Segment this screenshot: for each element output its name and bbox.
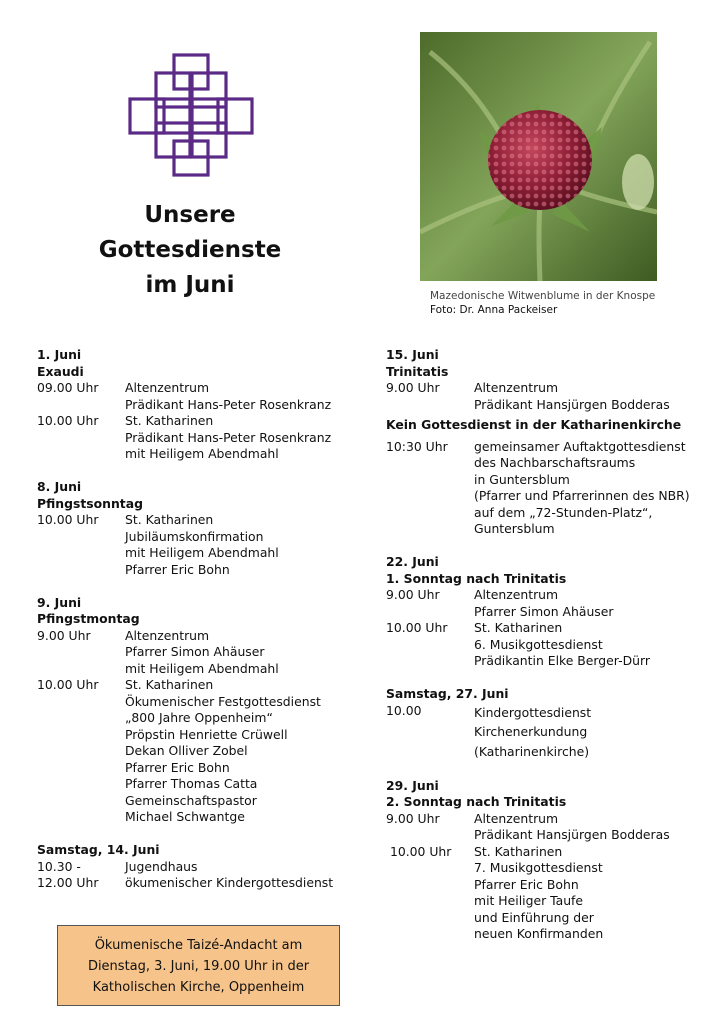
section-date: 9. Juni bbox=[37, 594, 82, 610]
photo-credit: Foto: Dr. Anna Packeiser bbox=[430, 304, 558, 316]
section-date: Samstag, 14. Juni bbox=[37, 842, 160, 857]
service-line: Altenzentrum bbox=[474, 380, 559, 395]
service-line: Michael Schwantge bbox=[125, 809, 245, 824]
page-title bbox=[80, 198, 300, 303]
service-line: Jugendhaus bbox=[125, 858, 198, 874]
schedule-section bbox=[386, 778, 704, 943]
service-line: Kirchenerkundung bbox=[474, 724, 588, 739]
schedule-right-column bbox=[386, 347, 704, 959]
service-line: Pfarrer Simon Ahäuser bbox=[474, 603, 614, 619]
service-line: Prädikant Hansjürgen Bodderas bbox=[474, 827, 670, 842]
section-day-name: Pfingstsonntag bbox=[37, 495, 143, 511]
service-line: mit Heiligem Abendmahl bbox=[125, 446, 279, 461]
service-entry bbox=[386, 380, 704, 413]
service-time: 9.00 Uhr bbox=[37, 627, 91, 643]
section-date: 15. Juni bbox=[386, 347, 439, 362]
service-line: Altenzentrum bbox=[474, 810, 559, 826]
service-line: Altenzentrum bbox=[474, 587, 559, 602]
schedule-section bbox=[37, 595, 357, 826]
schedule-section bbox=[37, 347, 357, 463]
flower-photo bbox=[420, 32, 657, 281]
schedule-section bbox=[386, 554, 704, 670]
service-line: Pfarrer Simon Ahäuser bbox=[125, 644, 265, 659]
service-line: und Einführung der bbox=[474, 909, 594, 925]
section-day-name: 2. Sonntag nach Trinitatis bbox=[386, 794, 567, 809]
service-line: (Katharinenkirche) bbox=[474, 743, 590, 759]
service-line: Jubiläumskonfirmation bbox=[125, 528, 264, 544]
service-entry bbox=[386, 587, 704, 620]
service-line: 7. Musikgottesdienst bbox=[474, 860, 603, 875]
service-entry bbox=[386, 620, 704, 670]
notice-line: Ökumenische Taizé-Andacht am bbox=[94, 938, 303, 953]
section-date: 22. Juni bbox=[386, 554, 439, 569]
service-line: mit Heiligem Abendmahl bbox=[125, 660, 279, 676]
service-line: Altenzentrum bbox=[125, 380, 210, 395]
service-line: (Pfarrer und Pfarrerinnen des NBR) bbox=[474, 488, 690, 503]
taize-notice-box bbox=[57, 925, 340, 1006]
service-time: 10.00 Uhr bbox=[37, 512, 99, 527]
photo-caption bbox=[430, 289, 655, 317]
service-line: Kindergottesdienst bbox=[474, 704, 592, 720]
title-line: im Juni bbox=[145, 272, 235, 298]
service-line: Prädikant Hans-Peter Rosenkranz bbox=[125, 396, 332, 412]
service-line: St. Katharinen bbox=[125, 677, 214, 692]
service-line: Pfarrer Eric Bohn bbox=[474, 876, 579, 892]
section-day-name: Pfingstmontag bbox=[37, 611, 140, 626]
notice-line: Dienstag, 3. Juni, 19.00 Uhr in der bbox=[87, 959, 310, 974]
service-time: 10.30 - bbox=[37, 858, 81, 874]
service-time: 10.00 Uhr bbox=[386, 843, 452, 859]
service-time: 10.00 Uhr bbox=[37, 413, 99, 428]
service-line: St. Katharinen bbox=[474, 843, 563, 859]
service-time: 12.00 Uhr bbox=[37, 875, 99, 890]
section-day-name: Trinitatis bbox=[386, 363, 449, 379]
service-line: Prädikant Hansjürgen Bodderas bbox=[474, 396, 670, 412]
service-entry bbox=[37, 859, 357, 876]
service-entry bbox=[37, 413, 357, 463]
service-entry bbox=[386, 811, 704, 844]
service-entry bbox=[37, 380, 357, 413]
service-time: 9.00 Uhr bbox=[386, 810, 440, 826]
service-line: gemeinsamer Auftaktgottesdienst bbox=[474, 438, 686, 454]
service-line: Gemeinschaftspastor bbox=[125, 792, 257, 808]
service-entry bbox=[37, 512, 357, 578]
service-line: Prädikant Hans-Peter Rosenkranz bbox=[125, 429, 332, 445]
service-entry bbox=[386, 703, 704, 762]
service-time: 9.00 Uhr bbox=[386, 380, 440, 395]
service-line: Prädikantin Elke Berger-Dürr bbox=[474, 653, 650, 668]
service-line: „800 Jahre Oppenheim“ bbox=[125, 710, 273, 725]
service-entry bbox=[386, 844, 704, 943]
title-line: Gottesdienste bbox=[98, 237, 282, 263]
service-time: 10.00 Uhr bbox=[37, 677, 99, 692]
service-line: ökumenischer Kindergottesdienst bbox=[125, 875, 334, 890]
schedule-section bbox=[386, 686, 704, 761]
service-line: Altenzentrum bbox=[125, 627, 210, 643]
service-line: Ökumenischer Festgottesdienst bbox=[125, 693, 321, 709]
no-service-notice: Kein Gottesdienst in der Katharinenkirche bbox=[386, 417, 682, 432]
cross-of-squares-icon bbox=[128, 53, 256, 177]
section-date: 29. Juni bbox=[386, 777, 439, 793]
section-date: 1. Juni bbox=[37, 347, 82, 362]
service-line: Guntersblum bbox=[474, 521, 555, 536]
service-line: 6. Musikgottesdienst bbox=[474, 636, 603, 652]
section-date: 8. Juni bbox=[37, 479, 82, 494]
service-entry bbox=[386, 439, 704, 538]
service-entry bbox=[37, 875, 357, 892]
service-line: Pfarrer Thomas Catta bbox=[125, 776, 258, 791]
service-line: in Guntersblum bbox=[474, 471, 570, 487]
service-time: 09.00 Uhr bbox=[37, 380, 99, 395]
section-day-name: 1. Sonntag nach Trinitatis bbox=[386, 570, 567, 586]
service-entry bbox=[37, 677, 357, 826]
schedule-section bbox=[37, 842, 357, 892]
caption-text: Mazedonische Witwenblume in der Knospe bbox=[430, 290, 656, 302]
service-line: des Nachbarschaftsraums bbox=[474, 455, 636, 470]
service-time: 10:30 Uhr bbox=[386, 438, 448, 454]
service-time: 9.00 Uhr bbox=[386, 587, 440, 602]
service-line: St. Katharinen bbox=[474, 620, 563, 635]
service-line: Pröpstin Henriette Crüwell bbox=[125, 726, 288, 742]
notice-line: Katholischen Kirche, Oppenheim bbox=[92, 980, 305, 995]
service-time: 10.00 bbox=[386, 702, 422, 718]
service-line: mit Heiliger Taufe bbox=[474, 893, 584, 908]
service-entry bbox=[37, 628, 357, 678]
service-time: 10.00 Uhr bbox=[386, 620, 448, 635]
schedule-section bbox=[386, 347, 704, 538]
service-line: St. Katharinen bbox=[125, 512, 214, 527]
service-line: neuen Konfirmanden bbox=[474, 926, 604, 941]
service-line: Dekan Olliver Zobel bbox=[125, 743, 248, 758]
schedule-section bbox=[37, 479, 357, 578]
schedule-left-column bbox=[37, 347, 357, 908]
title-line: Unsere bbox=[144, 202, 236, 228]
section-date: Samstag, 27. Juni bbox=[386, 686, 509, 701]
service-line: Pfarrer Eric Bohn bbox=[125, 561, 230, 577]
section-day-name: Exaudi bbox=[37, 363, 84, 379]
service-line: mit Heiligem Abendmahl bbox=[125, 545, 279, 560]
service-line: Pfarrer Eric Bohn bbox=[125, 759, 230, 775]
service-line: auf dem „72-Stunden-Platz“, bbox=[474, 504, 653, 520]
service-line: St. Katharinen bbox=[125, 413, 214, 428]
